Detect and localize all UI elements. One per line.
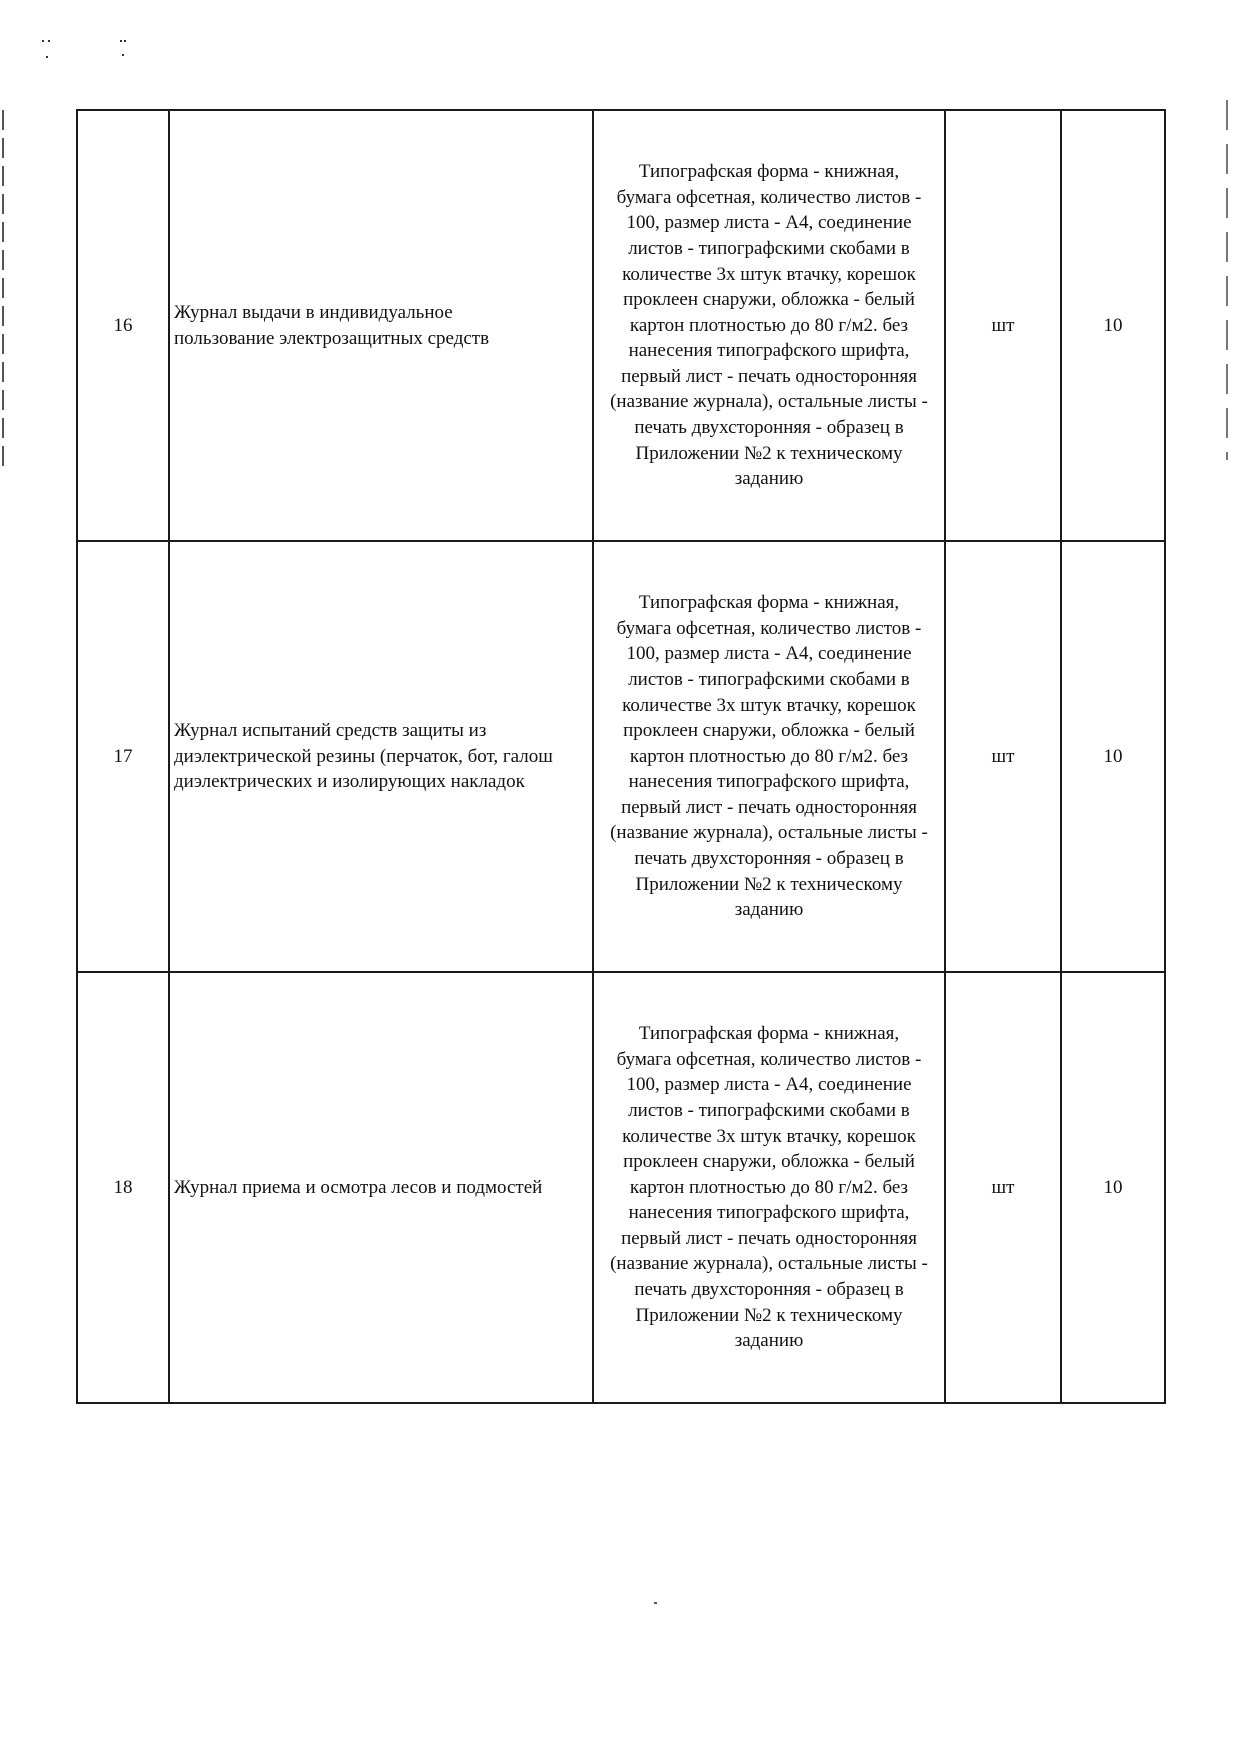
- item-quantity: 10: [1061, 972, 1165, 1403]
- item-name-cell: [169, 110, 593, 541]
- item-description-cell: [593, 972, 945, 1403]
- item-name-cell: [169, 972, 593, 1403]
- scan-specks: [40, 38, 140, 68]
- item-name: Журнал испытаний средств защиты из диэлектрической резины (перчаток, бот, галош диэлектрических и изолирующих накладок: [174, 720, 553, 793]
- row-number: 16: [77, 110, 169, 541]
- scan-edge-mark-right: [1226, 100, 1228, 460]
- table-row: [77, 972, 1165, 1403]
- row-number: 18: [77, 972, 169, 1403]
- item-name: Журнал приема и осмотра лесов и подмостей: [174, 1176, 543, 1198]
- table-row: [77, 541, 1165, 972]
- item-unit: шт: [945, 972, 1061, 1403]
- item-unit: шт: [945, 110, 1061, 541]
- item-quantity: 10: [1061, 541, 1165, 972]
- item-unit: шт: [945, 541, 1061, 972]
- item-name-cell: [169, 541, 593, 972]
- scan-edge-mark-left: [2, 110, 4, 470]
- item-description-cell: [593, 110, 945, 541]
- table-row: [77, 110, 1165, 541]
- item-name: Журнал выдачи в индивидуальное пользование электрозащитных средств: [174, 301, 490, 349]
- item-description: Типографская форма - книжная, бумага офсетная, количество листов - 100, размер листа - А4, соединение листов - типографскими скобами в количестве 3х штук втачку, корешок проклеен снаружи, обложка - белый картон плотностью до 80 г/м2. без нанесения типографского шрифта, первый лист - печать односторонняя (название журнала), остальные листы - печать двухсторонняя - образец в Приложении №2 к техническому заданию: [610, 161, 928, 490]
- scan-speck-bottom: [654, 1602, 657, 1604]
- item-description: Типографская форма - книжная, бумага офсетная, количество листов - 100, размер листа - А4, соединение листов - типографскими скобами в количестве 3х штук втачку, корешок проклеен снаружи, обложка - белый картон плотностью до 80 г/м2. без нанесения типографского шрифта, первый лист - печать односторонняя (название журнала), остальные листы - печать двухсторонняя - образец в Приложении №2 к техническому заданию: [610, 1023, 928, 1352]
- row-number: 17: [77, 541, 169, 972]
- item-quantity: 10: [1061, 110, 1165, 541]
- item-description-cell: [593, 541, 945, 972]
- items-table: [76, 109, 1166, 1404]
- item-description: Типографская форма - книжная, бумага офсетная, количество листов - 100, размер листа - А4, соединение листов - типографскими скобами в количестве 3х штук втачку, корешок проклеен снаружи, обложка - белый картон плотностью до 80 г/м2. без нанесения типографского шрифта, первый лист - печать односторонняя (название журнала), остальные листы - печать двухсторонняя - образец в Приложении №2 к техническому заданию: [610, 592, 928, 921]
